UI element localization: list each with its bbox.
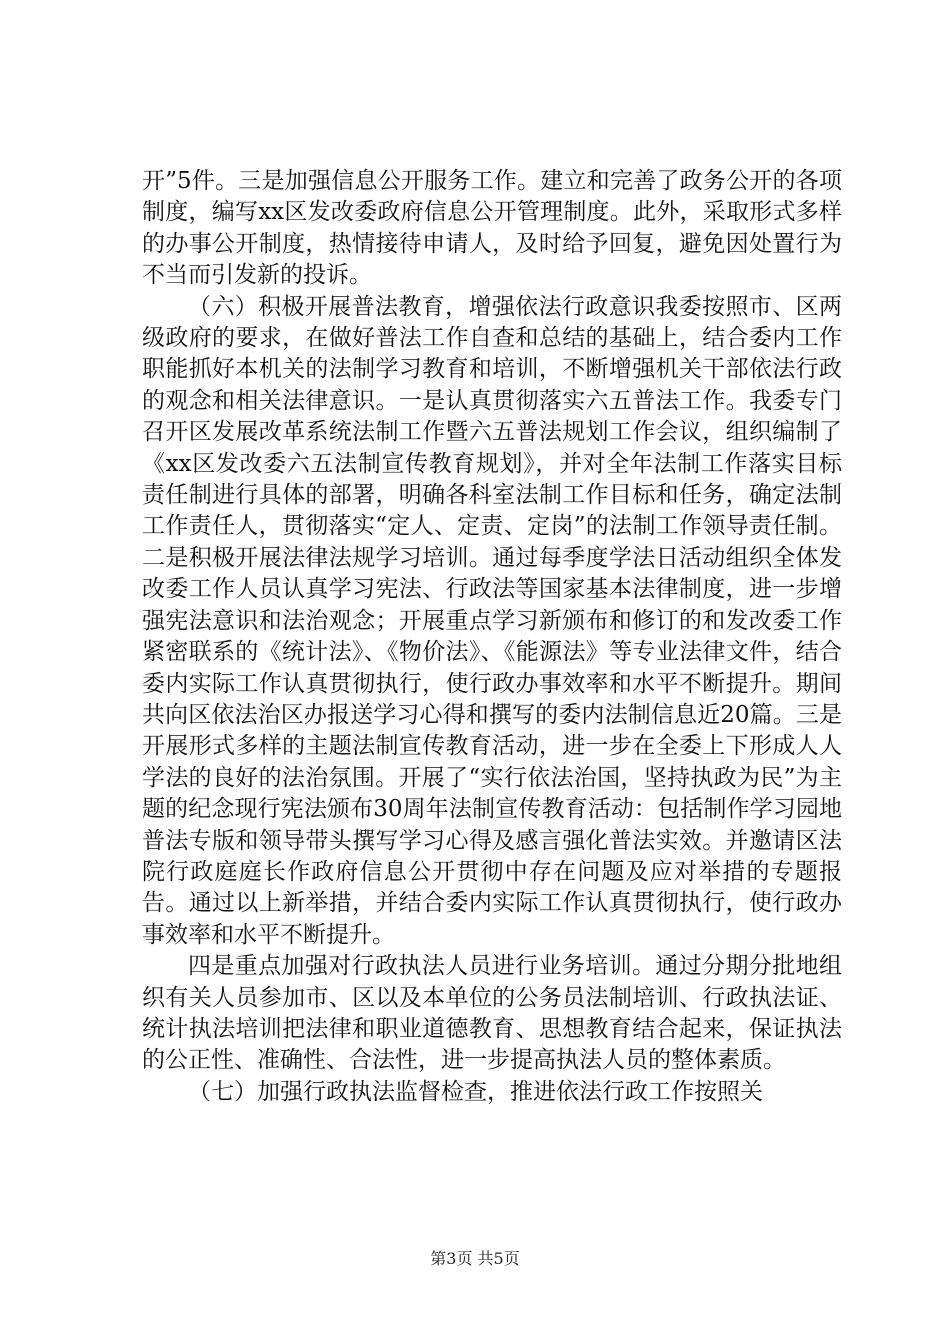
paragraph-4: （七）加强行政执法监督检查，推进依法行政工作按照关 (188, 1078, 763, 1105)
paragraph-3: 四是重点加强对行政执法人员进行业务培训。通过分期分批地组织有关人员参加市、区以及本单位的公务员法制培训、行政执法证、统计执法培训把法律和职业道德教育、思想教育结合起来，保证执法的公正性、准确性、合法性，进一步提高执法人员的整体素质。 (142, 953, 842, 1074)
document-body (142, 166, 842, 1108)
paragraph-2: （六）积极开展普法教育，增强依法行政意识我委按照市、区两级政府的要求，在做好普法工作自查和总结的基础上，结合委内工作职能抓好本机关的法制学习教育和培训，不断增强机关干部依法行政的观念和相关法律意识。一是认真贯彻落实六五普法工作。我委专门召开区发展改革系统法制工作暨六五普法规划工作会议，组织编制了《xx区发改委六五法制宣传教育规划》，并对全年法制工作落实目标责任制进行具体的部署，明确各科室法制工作目标和任务，确定法制工作责任人，贯彻落实“定人、定责、定岗”的法制工作领导责任制。二是积极开展法律法规学习培训。通过每季度学法日活动组织全体发改委工作人员认真学习宪法、行政法等国家基本法律制度，进一步增强宪法意识和法治观念；开展重点学习新颁布和修订的和发改委工作紧密联系的《统计法》、《物价法》、《能源法》等专业法律文件，结合委内实际工作认真贯彻执行，使行政办事效率和水平不断提升。期间共向区依法治区办报送学习心得和撰写的委内法制信息近20篇。三是开展形式多样的主题法制宣传教育活动，进一步在全委上下形成人人学法的良好的法治氛围。开展了“实行依法治国，坚持执政为民”为主题的纪念现行宪法颁布30周年法制宣传教育活动：包括制作学习园地普法专版和领导带头撰写学习心得及感言强化普法实效。并邀请区法院行政庭庭长作政府信息公开贯彻中存在问题及应对举措的专题报告。通过以上新举措，并结合委内实际工作认真贯彻执行，使行政办事效率和水平不断提升。 (142, 293, 842, 948)
page-number-footer: 第3页 共5页 (430, 1249, 520, 1268)
paragraph-1: 开”5件。三是加强信息公开服务工作。建立和完善了政务公开的各项制度，编写xx区发改委政府信息公开管理制度。此外，采取形式多样的办事公开制度，热情接待申请人，及时给予回复，避免因处置行为不当而引发新的投诉。 (142, 168, 842, 289)
